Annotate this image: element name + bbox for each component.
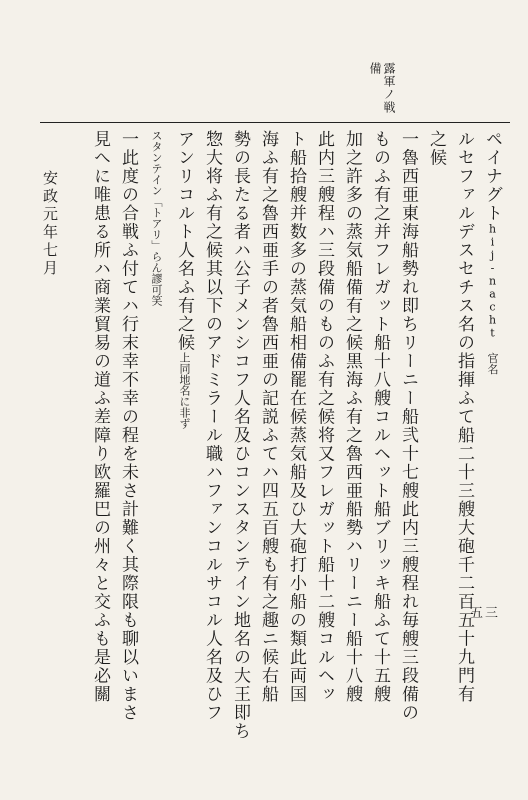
annotation: hij-nacht 官名 (486, 222, 499, 375)
text-column-12: アンリコルト人名ふ有之候上同地名に非ず (174, 130, 194, 429)
text-column-11: 惣大将ふ有之候其以下のアドミラール職ハファンコルサコル人名及ひフ (202, 130, 222, 722)
header-line-1: 露軍ノ戦 (382, 62, 396, 114)
annotation: 上同地名に非ず (178, 352, 191, 429)
text-column-8: ト船拾艘并数多の蒸気船相備罷在候蒸気船及ひ大砲打小船の類此両国 (286, 130, 306, 704)
text-column-5: ものふ有之并フレガット船十八艘コルヘット船ブリッキ船ふて十五艘 (370, 130, 390, 704)
header-line-2: 備 (368, 62, 382, 75)
header-rule (40, 122, 510, 123)
text-column-15: 見へに唯患る所ハ商業貿易の道ふ差障り欧羅巴の州々と交ふも是必關 (90, 130, 110, 704)
text-column-3: 之候 (426, 130, 446, 167)
text-column-13-note: スタンテイン「トアリ」らん謬可笑 (150, 130, 163, 306)
text-column-9: 海ふ有之魯西亜手の者魯西亜の記説ふてハ四五百艘も有之趣ニ候右船 (258, 130, 278, 704)
running-header (368, 62, 396, 114)
body-text (86, 130, 506, 770)
text-column-14: 一此度の合戦ふ付てハ行末幸不幸の程を未さ計難く其際限も聊以いまさ (118, 130, 138, 722)
document-date: 安政元年七月 (41, 170, 59, 278)
text-column-10: 勢の長たる者ハ公子メンシコフ人名及ひコンスタンテイン地名の大王即ち (230, 130, 250, 741)
text-column-6: 加之許多の蒸気船備有之候黒海ふ有之魯西亜船勢ハリーニー船十八艘 (342, 130, 362, 704)
text-column-4: 一魯西亜東海船勢れ即ちリーニー船弐十七艘此内三艘程れ毎艘三段備の (398, 130, 418, 722)
text-column-7: 此内三艘程ハ三段備のものふ有之候将又フレガット船十二艘コルヘッ (314, 130, 334, 704)
text-column-1: ペイナグトhij-nacht 官名 (482, 130, 502, 375)
text-column-2: ルセファルデスセチス名の指揮ふて船二十三艘大砲千二百五十九門有 (454, 130, 474, 704)
page-number: 五三 (470, 606, 501, 621)
